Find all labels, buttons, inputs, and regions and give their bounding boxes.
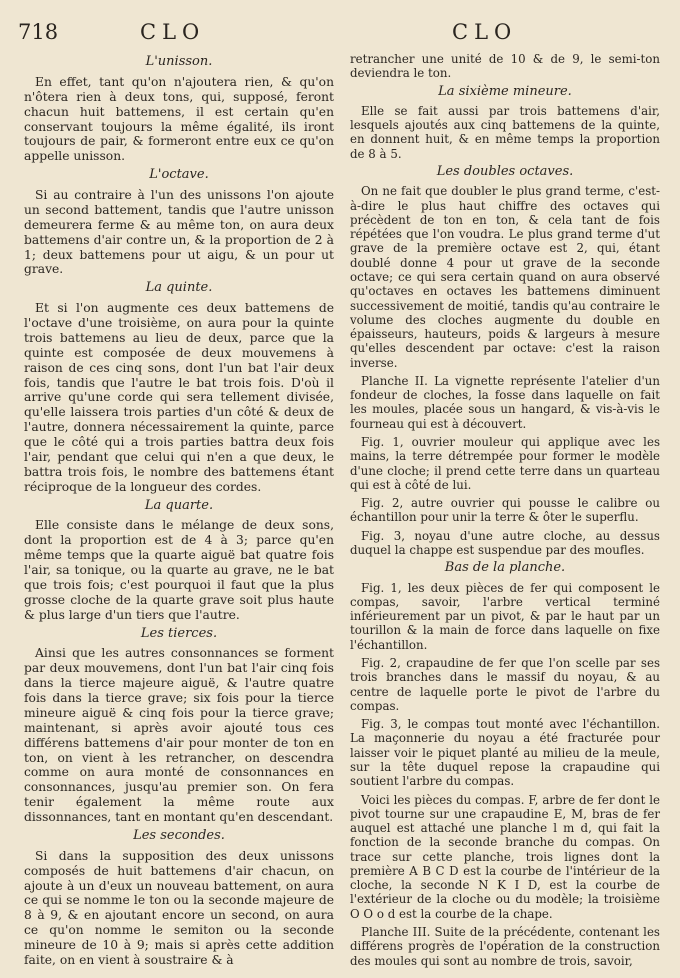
paragraph: On ne fait que doubler le plus grand terme, c'est-à-dire le plus haut chiffre des octaves qui précèdent de ton en ton, & cela tant de fois répétées que l'on voudra. Le plus grand terme d'ut grave de la première octave est 2, qui, étant doublé donne 4 pour ut grave de la seconde octave; ce qui sera certain quand on aura observé qu'octaves en octaves les battemens diminuent successivement de moitié, tandis qu'au contraire le volume des cloches augmente du double en épaisseurs, hauteurs, poids & largeurs à mesure qu'elles descendent par octave: c'est la raison inverse.: [350, 184, 660, 370]
paragraph: Elle consiste dans le mélange de deux sons, dont la proportion est de 4 à 3; parce qu'en même temps que la quarte aiguë bat quatre fois l'air, sa tonique, ou la quarte au grave, ne le bat que trois fois; c'est pourquoi il faut que la plus grosse cloche de la quarte grave soit plus haute & plus large d'un tiers que l'autre.: [24, 518, 334, 622]
section-heading: L'octave.: [149, 167, 209, 183]
paragraph: Fig. 2, autre ouvrier qui pousse le calibre ou échantillon pour unir la terre & ôter le superflu.: [350, 496, 660, 525]
paragraph: Si dans la supposition des deux unissons composés de huit battemens d'air chacun, on ajoute à un d'eux un nouveau battement, on aura ce qui se nomme le ton ou la seconde majeure de 8 à 9, & en ajoutant encore un second, on aura ce qu'on nomme le semiton ou la seconde mineure de 10 à 9; mais si après cette addition faite, on en vient à soustraire & à: [24, 848, 334, 967]
paragraph: Si au contraire à l'un des unissons l'on ajoute un second battement, tandis que l'autre unisson demeurera ferme & au même ton, on aura deux battemens d'air contre un, & la proportion de 2 à 1; deux battemens pour ut aigu, & un pour ut grave.: [24, 188, 334, 277]
paragraph: retrancher une unité de 10 & de 9, le semi-ton deviendra le ton.: [350, 52, 660, 81]
paragraph: Et si l'on augmente ces deux battemens de l'octave d'une troisième, on aura pour la quinte trois battemens au lieu de deux, parce que la quinte est composée de deux mouvemens à raison de ces cinq sons, dont l'un bat l'air deux fois, tandis que l'autre le bat trois fois. D'où il arrive qu'une corde qui sera tellement divisée, qu'elle laissera trois parties d'un côté & deux de l'autre, donnera nécessairement la quinte, parce que le côté qui a trois parties battra deux fois l'air, pendant que celui qui n'en a que deux, le battra trois fois, le nombre des battemens étant réciproque de la longueur des cordes.: [24, 301, 334, 494]
paragraph: Planche III. Suite de la précédente, contenant les différens progrès de l'opération de la construction des moules qui sont au nombre de trois, savoir,: [350, 925, 660, 968]
page-number: 718: [18, 20, 59, 44]
section-heading: Les tierces.: [140, 625, 218, 641]
paragraph: Fig. 1, les deux pièces de fer qui composent le compas, savoir, l'arbre vertical terminé inférieurement par un pivot, & par le haut par un tourillon & la main de force dans laquelle on fixe l'échantillon.: [350, 580, 660, 652]
running-head-left: CLO: [140, 20, 206, 44]
section-heading: L'unisson.: [145, 54, 213, 69]
paragraph: Ainsi que les autres consonnances se forment par deux mouvemens, dont l'un bat l'air cinq fois dans la tierce majeure aiguë, & l'autre quatre fois dans la tierce grave; six fois pour la tierce mineure aiguë & cinq fois pour la tierce grave; maintenant, si après avoir ajouté tous ces différens battemens d'air pour monter de ton en ton, on vient à les retrancher, on descendra comme on aura monté de consonnances en consonnances, jusqu'au premier son. On fera tenir également la même route aux dissonnances, tant en montant qu'en descendant.: [24, 646, 334, 824]
paragraph: Fig. 1, ouvrier mouleur qui applique avec les mains, la terre détrempée pour former le modèle d'une cloche; il prend cette terre dans un quarteau qui est à côté de lui.: [350, 435, 660, 492]
paragraph: Fig. 2, crapaudine de fer que l'on scelle par ses trois branches dans le massif du noyau, & au centre de laquelle porte le pivot de l'arbre du compas.: [350, 655, 660, 713]
paragraph: En effet, tant qu'on n'ajoutera rien, & qu'on n'ôtera rien à deux tons, qui, supposé, feront chacun huit battemens, il est certain qu'en conservant toujours la même égalité, ils iront toujours de pair, & formeront entre eux ce qu'on appelle unisson.: [24, 74, 334, 164]
section-heading: Les doubles octaves.: [436, 163, 574, 179]
section-heading: La quarte.: [144, 497, 214, 513]
section-heading: La sixième mineure.: [438, 83, 572, 99]
paragraph: Fig. 3, noyau d'une autre cloche, au dessus duquel la chappe est suspendue par des moufles.: [350, 528, 660, 557]
page-header: [0, 0, 680, 56]
section-heading: Bas de la planche.: [444, 560, 566, 576]
right-column: [350, 52, 660, 972]
running-head-right: CLO: [452, 20, 518, 44]
section-heading: Les secondes.: [133, 827, 225, 843]
paragraph: Voici les pièces du compas. F, arbre de fer dont le pivot tourne sur une crapaudine E, M, bras de fer auquel est attaché une planche l m d, qui fait la fonction de la seconde branche du compas. On trace sur cette planche, trois lignes dont la première A B C D est la courbe de l'intérieur de la cloche, la seconde N K I D, est la courbe de l'extérieur de la cloche ou du modèle; la troisième O O o d est la courbe de la chape.: [350, 792, 660, 921]
section-heading: La quinte.: [145, 280, 213, 296]
paragraph: Planche II. La vignette représente l'atelier d'un fondeur de cloches, la fosse dans laquelle on fait les moules, placée sous un hangard, & vis-à-vis le fourneau qui est à découvert.: [350, 373, 660, 431]
paragraph: Elle se fait aussi par trois battemens d'air, lesquels ajoutés aux cinq battemens de la quinte, en donnent huit, & en même temps la proportion de 8 à 5.: [350, 103, 660, 161]
left-column: [24, 52, 334, 972]
paragraph: Fig. 3, le compas tout monté avec l'échantillon. La maçonnerie du noyau a été fracturée pour laisser voir le piquet planté au milieu de la meule, sur la tête duquel repose la crapaudine qui soutient l'arbre du compas.: [350, 717, 660, 789]
